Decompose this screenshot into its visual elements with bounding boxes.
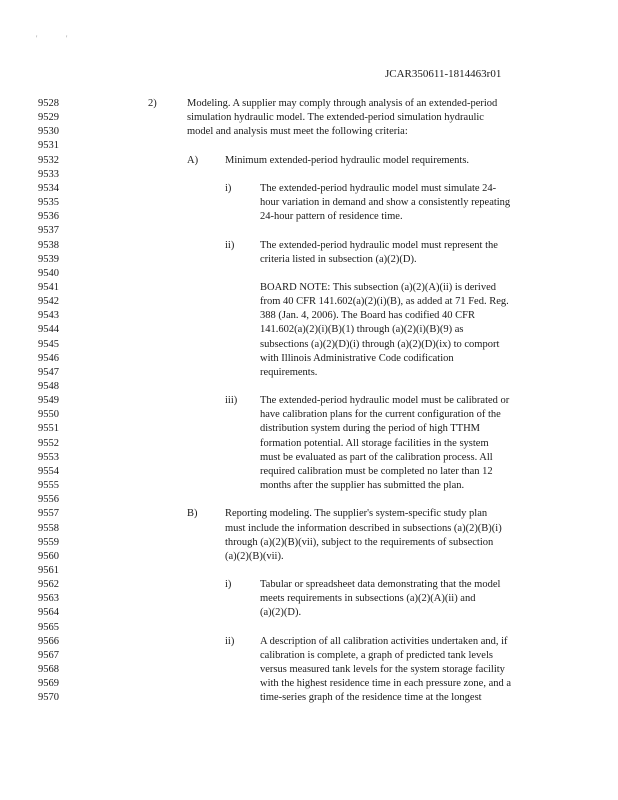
paragraph-line: must include the information described in subsections (a)(2)(B)(i) bbox=[225, 522, 502, 534]
line-number: 9568 bbox=[38, 664, 59, 675]
line-number: 9546 bbox=[38, 352, 59, 364]
paragraph-line: must be evaluated as part of the calibration process. All bbox=[260, 451, 493, 463]
item-label: iii) bbox=[225, 395, 238, 407]
item-label: 2) bbox=[148, 98, 157, 109]
line-number: 9541 bbox=[38, 281, 59, 293]
paragraph-line: criteria listed in subsection (a)(2)(D). bbox=[260, 253, 417, 265]
paragraph-line: The extended-period hydraulic model must simulate 24- bbox=[260, 182, 497, 194]
line-number: 9542 bbox=[38, 296, 59, 308]
paragraph-line: Minimum extended-period hydraulic model requirements. bbox=[225, 154, 470, 166]
line-number: 9566 bbox=[38, 635, 59, 647]
line-number: 9570 bbox=[38, 692, 59, 704]
line-number: 9561 bbox=[38, 564, 59, 576]
line-number: 9530 bbox=[38, 126, 59, 138]
item-label: B) bbox=[187, 508, 198, 520]
line-number: 9535 bbox=[38, 197, 59, 209]
item-label: i) bbox=[225, 579, 232, 591]
item-label: ii) bbox=[225, 635, 235, 647]
board-note-line: with Illinois Administrative Code codification bbox=[260, 352, 454, 364]
paragraph-line: (a)(2)(B)(vii). bbox=[225, 550, 284, 562]
item-label: ii) bbox=[225, 239, 235, 251]
paragraph-line: simulation hydraulic model. The extended-period simulation hydraulic bbox=[187, 112, 484, 124]
line-number: 9553 bbox=[38, 451, 59, 463]
line-number: 9559 bbox=[38, 536, 59, 548]
line-number: 9567 bbox=[38, 649, 59, 661]
line-number: 9560 bbox=[38, 550, 59, 562]
paragraph-line: Modeling. A supplier may comply through analysis of an extended-period bbox=[187, 98, 498, 109]
paragraph-line: through (a)(2)(B)(vii), subject to the requirements of subsection bbox=[225, 536, 494, 548]
line-number: 9537 bbox=[38, 225, 59, 237]
line-number: 9557 bbox=[38, 508, 59, 520]
paragraph-line: calibration is complete, a graph of predicted tank levels bbox=[260, 649, 493, 661]
line-number: 9536 bbox=[38, 211, 59, 223]
paragraph-line: meets requirements in subsections (a)(2)(A)(ii) and bbox=[260, 593, 476, 605]
paragraph-line: versus measured tank levels for the system storage facility bbox=[260, 664, 505, 675]
line-number: 9556 bbox=[38, 494, 59, 506]
paragraph-line: with the highest residence time in each pressure zone, and a bbox=[260, 678, 512, 690]
scan-mark-right: ' bbox=[66, 34, 68, 43]
line-number: 9533 bbox=[38, 168, 59, 180]
paragraph-line: The extended-period hydraulic model must be calibrated or bbox=[260, 395, 510, 407]
line-number: 9528 bbox=[38, 98, 59, 109]
line-number: 9539 bbox=[38, 253, 59, 265]
paragraph-line: model and analysis must meet the following criteria: bbox=[187, 126, 408, 138]
paragraph-line: 24-hour pattern of residence time. bbox=[260, 211, 403, 223]
board-note-line: BOARD NOTE: This subsection (a)(2)(A)(ii) is derived bbox=[260, 281, 497, 293]
line-number: 9569 bbox=[38, 678, 59, 690]
line-number: 9540 bbox=[38, 267, 59, 279]
paragraph-line: have calibration plans for the current configuration of the bbox=[260, 409, 501, 421]
board-note-line: 141.602(a)(2)(i)(B)(1) through (a)(2)(i)(B)(9) as bbox=[260, 324, 464, 336]
board-note-line: subsections (a)(2)(D)(i) through (a)(2)(D)(ix) to comport bbox=[260, 338, 500, 350]
line-number: 9531 bbox=[38, 140, 59, 152]
line-number: 9555 bbox=[38, 480, 59, 492]
line-number: 9548 bbox=[38, 381, 59, 392]
line-number: 9547 bbox=[38, 366, 59, 378]
line-number: 9549 bbox=[38, 395, 59, 407]
paragraph-line: required calibration must be completed no later than 12 bbox=[260, 465, 493, 477]
line-number: 9562 bbox=[38, 579, 59, 591]
paragraph-line: months after the supplier has submitted the plan. bbox=[260, 480, 465, 492]
line-number: 9564 bbox=[38, 607, 59, 619]
paragraph-line: distribution system during the period of high TTHM bbox=[260, 423, 480, 435]
paragraph-line: Tabular or spreadsheet data demonstrating that the model bbox=[260, 579, 501, 591]
item-label: A) bbox=[187, 154, 199, 166]
item-label: i) bbox=[225, 182, 232, 194]
board-note-line: 388 (Jan. 4, 2006). The Board has codified 40 CFR bbox=[260, 310, 476, 322]
board-note-line: from 40 CFR 141.602(a)(2)(i)(B), as added at 71 Fed. Reg. bbox=[260, 296, 509, 308]
line-number: 9563 bbox=[38, 593, 59, 605]
line-number: 9558 bbox=[38, 522, 59, 534]
line-number: 9538 bbox=[38, 239, 59, 251]
line-number: 9543 bbox=[38, 310, 59, 322]
paragraph-line: formation potential. All storage facilities in the system bbox=[260, 437, 489, 449]
line-number: 9565 bbox=[38, 621, 59, 633]
paragraph-line: A description of all calibration activities undertaken and, if bbox=[260, 635, 508, 647]
line-number: 9550 bbox=[38, 409, 59, 421]
document-id: JCAR350611-1814463r01 bbox=[385, 68, 502, 80]
paragraph-line: The extended-period hydraulic model must represent the bbox=[260, 239, 498, 251]
paragraph-line: hour variation in demand and show a consistently repeating bbox=[260, 197, 511, 209]
paragraph-line: (a)(2)(D). bbox=[260, 607, 302, 619]
line-number: 9529 bbox=[38, 112, 59, 124]
paragraph-line: time-series graph of the residence time at the longest bbox=[260, 692, 482, 704]
line-number: 9554 bbox=[38, 465, 59, 477]
scan-mark-left: ' bbox=[36, 34, 38, 43]
board-note-line: requirements. bbox=[260, 366, 318, 378]
line-number: 9552 bbox=[38, 437, 59, 449]
line-number: 9545 bbox=[38, 338, 59, 350]
line-number: 9534 bbox=[38, 182, 59, 194]
line-number: 9544 bbox=[38, 324, 59, 336]
paragraph-line: Reporting modeling. The supplier's system-specific study plan bbox=[225, 508, 488, 520]
line-number: 9532 bbox=[38, 154, 59, 166]
line-number: 9551 bbox=[38, 423, 59, 435]
